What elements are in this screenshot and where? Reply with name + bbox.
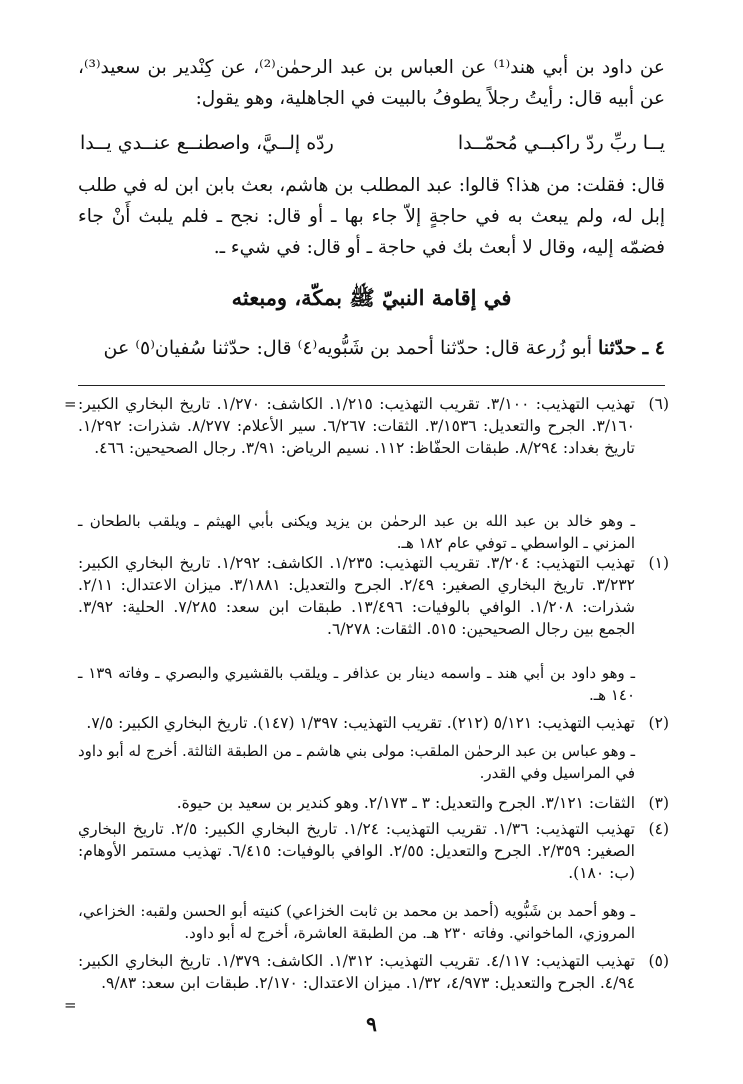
verse-first-hemistich: يــا ربِّ ردّ راكبــي مُحمّــدا — [457, 132, 665, 154]
hadith-text: أبو زُرعة قال: حدّثنا أحمد بن شَبُّويه⁽٤⁾ قال: حدّثنا سُفيان⁽٥⁾ عن — [103, 337, 599, 359]
page-number: ٩ — [366, 1012, 377, 1036]
footnote-2-note: ـ وهو عباس بن عبد الرحمٰن الملقب: مولى بني هاشم ـ من الطبقة الثالثة. أخرج له أبو داود في المراسيل وفي القدر. — [78, 742, 635, 782]
hadith-number: ٤ ـ — [642, 337, 665, 359]
footnote-2 — [78, 712, 669, 734]
section-heading: في إقامة النبيّ ﷺ بمكّة، ومبعثه — [231, 285, 512, 310]
footnote-6-note: ـ وهو خالد بن عبد الله بن عبد الرحمٰن بن يزيد ويكنى بأبي الهيثم ـ ويلقب بالطحان ـ المزني ـ الواسطي ـ توفي عام ١٨٢ هـ. — [78, 512, 635, 552]
footnote-text: تهذيب التهذيب: ٤/١١٧. تقريب التهذيب: ١/٣١٢. الكاشف: ١/٣٧٩. تاريخ البخاري الكبير: ٤/٩٤. الجرح والتعديل: ٤/٩٧٣، ١/٣٢. ميزان الاعتدال: ٢/١٧٠. طبقات ابن سعد: ٩/٨٣. — [78, 952, 635, 992]
poetry-verse — [80, 126, 665, 162]
footnote-marker: (٥) — [648, 952, 669, 970]
verse-second-hemistich: ردّه إلــيَّ، واصطنــع عنــدي يــدا — [80, 132, 334, 154]
footnote-5 — [78, 950, 669, 994]
footnote-marker: (١) — [648, 554, 669, 572]
footnote-marker: (٣) — [648, 794, 669, 812]
footnote-marker: (٢) — [648, 714, 669, 732]
footnote-text: الثقات: ٣/١٢١. الجرح والتعديل: ٣ ـ ٢/١٧٣. وهو كندير بن سعيد بن حيوة. — [176, 794, 635, 812]
footnote-1 — [78, 552, 669, 640]
hadith-keyword: حدّثنا — [598, 337, 637, 359]
footnote-text: تهذيب التهذيب: ٣/٢٠٤. تقريب التهذيب: ١/٢٣٥. الكاشف: ١/٢٩٢. تاريخ البخاري الكبير: ٣/٢٣٢. تاريخ البخاري الصغير: ٢/٤٩. الجرح والتعديل: ٣/١٨٨١. ميزان الاعتدال: ٢/١١. شذرات: ١/٢٠٨. الوافي بالوفيات: ١٣/٤٩٦. طبقات ابن سعد: ٧/٢٨٥. الحلية: ٣/٩٢. الجمع بين رجال الصحيحين: ٥١٥. الثقات: ٦/٢٧٨. — [78, 554, 635, 638]
footnote-6 — [78, 393, 669, 459]
footnote-marker: (٤) — [648, 820, 669, 838]
edge-mark-top: = — [64, 395, 77, 413]
footnote-4-note: ـ وهو أحمد بن شَبُّويه (أحمد بن محمد بن ثابت الخزاعي) كنيته أبو الحسن ولقبه: الخزاعي، المروزي، الماخواني. وفاته ٢٣٠ هـ. من الطبقة العاشرة، أخرج له أبو داود. — [78, 902, 635, 942]
footnote-divider — [78, 385, 665, 386]
footnote-4 — [78, 818, 669, 884]
footnote-3 — [78, 792, 669, 814]
footnote-text: تهذيب التهذيب: ١/٣٦. تقريب التهذيب: ١/٢٤. تاريخ البخاري الكبير: ٢/٥. تاريخ البخاري الصغير: ٢/٣٥٩. الجرح والتعديل: ٢/٥٥. الوافي بالوفيات: ٦/٤١٥. تهذيب مستمر الأوهام: (ب: ١٨٠). — [78, 820, 635, 882]
opening-paragraph: عن داود بن أبي هند⁽¹⁾ عن العباس بن عبد الرحمٰن⁽²⁾، عن كِنْدير بن سعيد⁽³⁾، عن أبيه قال: رأيتُ رجلاً يطوفُ بالبيت في الجاهلية، وهو يقول: — [78, 57, 665, 109]
footnote-marker: (٦) — [648, 395, 669, 413]
hadith-paragraph — [78, 332, 665, 364]
footnote-1-note: ـ وهو داود بن أبي هند ـ واسمه دينار بن عذافر ـ ويلقب بالقشيري والبصري ـ وفاته ١٣٩ ـ ١٤٠ هـ. — [78, 664, 635, 704]
footnote-text: تهذيب التهذيب: ٣/١٠٠. تقريب التهذيب: ١/٢١٥. الكاشف: ١/٢٧٠. تاريخ البخاري الكبير: ٣/١٦٠. الجرح والتعديل: ٣/١٥٣٦. الثقات: ٦/٢٦٧. سير الأعلام: ٨/٢٧٧. شذرات: ١/٢٩٢. تاريخ بغداد: ٨/٢٩٤. طبقات الحفّاظ: ١١٢. نسيم الرياض: ٣/٩١. رجال الصحيحين: ٤٦٦. — [78, 395, 635, 457]
narrative-paragraph: قال: فقلت: من هذا؟ قالوا: عبد المطلب بن هاشم، بعث بابن ابن له في طلب إبل له، ولم يبعث به في حاجةٍ إلاّ جاء بها ـ أو قال: نجح ـ فلم يلبث أَنْ جاء فضمّه إليه، وقال لا أبعث بك في حاجة ـ أو قال: في شيء ـ. — [78, 175, 665, 258]
edge-mark-bottom: = — [64, 996, 77, 1014]
footnote-text: تهذيب التهذيب: ٥/١٢١ (٢١٢). تقريب التهذيب: ١/٣٩٧ (١٤٧). تاريخ البخاري الكبير: ٧/٥. — [86, 714, 635, 732]
